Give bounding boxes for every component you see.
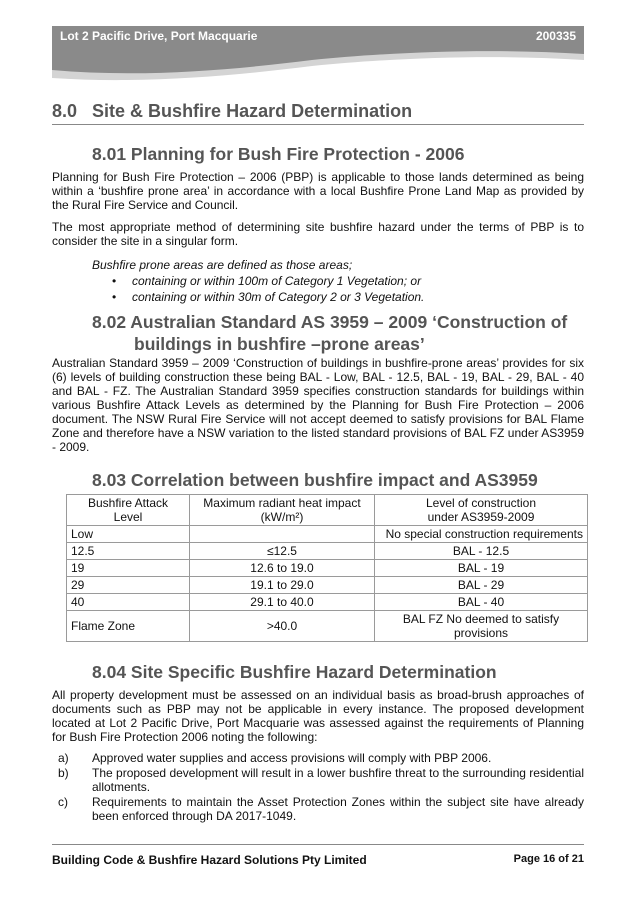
heading-8-02 (92, 311, 567, 355)
column-header-construction-level: Level of construction under AS3959-2009 (375, 495, 588, 526)
bal-correlation-table (66, 494, 588, 642)
table-header-row (67, 495, 588, 526)
list-item: c) Requirements to maintain the Asset Protection Zones within the subject site have already been enforced through DA 2017-1049. (58, 795, 584, 823)
heading-8-01: 8.01 Planning for Bush Fire Protection - 2006 (92, 144, 465, 164)
paragraph-8-02: Australian Standard 3959 – 2009 ‘Construction of buildings in bushfire-prone areas’ provides for six (6) levels of building construction these being BAL - Low, BAL - 12.5, BAL - 19, BAL - 29, BAL - 40 and BAL - FZ. The Australian Standard 3959 specifies construction standards for buildings within various Bushfire Attack Levels as determined by the Planning for Bush Fire Protection – 2006 document. The NSW Rural Fire Service will not accept deemed to satisfy provisions for BAL Flame Zone and therefore have a NSW variation to the listed standard provisions of BAL FZ under AS3959 - 2009. (52, 356, 584, 454)
table-row (67, 526, 588, 543)
attack-level-cell: 19 (67, 560, 190, 577)
header-reference: 200335 (535, 29, 576, 43)
table-row (67, 611, 588, 642)
bullet-icon: • (112, 290, 117, 304)
header-title: Lot 2 Pacific Drive, Port Macquarie (60, 29, 258, 43)
attack-level-cell: Flame Zone (67, 611, 190, 642)
section-title-text: Site & Bushfire Hazard Determination (92, 101, 413, 121)
assessment-conditions-list (52, 751, 584, 824)
radiant-heat-cell: 19.1 to 29.0 (190, 577, 375, 594)
column-header-attack-level: Bushfire Attack Level (67, 495, 190, 526)
construction-level-cell: BAL - 12.5 (375, 543, 588, 560)
definition-item: • containing or within 100m of Category 1 Vegetation; or (112, 274, 422, 288)
section-number: 8.0 (52, 101, 78, 121)
attack-level-cell: 29 (67, 577, 190, 594)
column-header-radiant-heat: Maximum radiant heat impact (kW/m²) (190, 495, 375, 526)
heading-8-04: 8.04 Site Specific Bushfire Hazard Determination (92, 662, 497, 682)
section-title (52, 101, 584, 122)
bullet-icon: • (112, 274, 117, 288)
attack-level-cell: 40 (67, 594, 190, 611)
definition-item: • containing or within 30m of Category 2 or 3 Vegetation. (112, 290, 425, 304)
construction-level-cell: No special construction requirements (375, 526, 588, 543)
list-marker: b) (58, 766, 69, 780)
paragraph-8-01-a: Planning for Bush Fire Protection – 2006 (PBP) is applicable to those lands determined as being within a ‘bushfire prone area’ in accordance with a local Bushfire Prone Land Map as provided by the Rural Fire Service and Council. (52, 170, 584, 212)
radiant-heat-cell (190, 526, 375, 543)
table-row (67, 594, 588, 611)
heading-8-03: 8.03 Correlation between bushfire impact and AS3959 (92, 470, 538, 490)
footer-page-number: Page 16 of 21 (513, 853, 584, 865)
list-item: b) The proposed development will result in a lower bushfire threat to the surrounding residential allotments. (58, 766, 584, 794)
attack-level-cell: 12.5 (67, 543, 190, 560)
bushfire-prone-definition (92, 257, 572, 305)
construction-level-cell: BAL FZ No deemed to satisfy provisions (375, 611, 588, 642)
footer-divider (52, 844, 584, 845)
paragraph-8-04: All property development must be assessed on an individual basis as broad-brush approaches of documents such as PBP may not be applicable in every instance. The proposed development located at Lot 2 Pacific Drive, Port Macquarie was assessed against the requirements of Planning for Bush Fire Protection 2006 noting the following: (52, 688, 584, 744)
header-wave-decoration (52, 44, 584, 84)
table-row (67, 560, 588, 577)
radiant-heat-cell: >40.0 (190, 611, 375, 642)
definition-list (92, 273, 572, 305)
footer-company: Building Code & Bushfire Hazard Solutions Pty Limited (52, 853, 367, 867)
construction-level-cell: BAL - 29 (375, 577, 588, 594)
heading-8-02-line2: buildings in bushfire –prone areas’ (134, 334, 425, 354)
radiant-heat-cell: 29.1 to 40.0 (190, 594, 375, 611)
construction-level-cell: BAL - 19 (375, 560, 588, 577)
attack-level-cell: Low (67, 526, 190, 543)
section-divider (52, 124, 584, 125)
list-marker: a) (58, 751, 69, 765)
construction-level-cell: BAL - 40 (375, 594, 588, 611)
radiant-heat-cell: ≤12.5 (190, 543, 375, 560)
definition-intro: Bushfire prone areas are defined as those areas; (92, 258, 353, 272)
list-marker: c) (58, 795, 68, 809)
radiant-heat-cell: 12.6 to 19.0 (190, 560, 375, 577)
heading-8-02-line1: 8.02 Australian Standard AS 3959 – 2009 ‘Construction of (92, 312, 568, 332)
table-row (67, 543, 588, 560)
table-row (67, 577, 588, 594)
list-item: a) Approved water supplies and access provisions will comply with PBP 2006. (58, 751, 492, 765)
paragraph-8-01-b: The most appropriate method of determining site bushfire hazard under the terms of PBP is to consider the site in a singular form. (52, 220, 584, 248)
